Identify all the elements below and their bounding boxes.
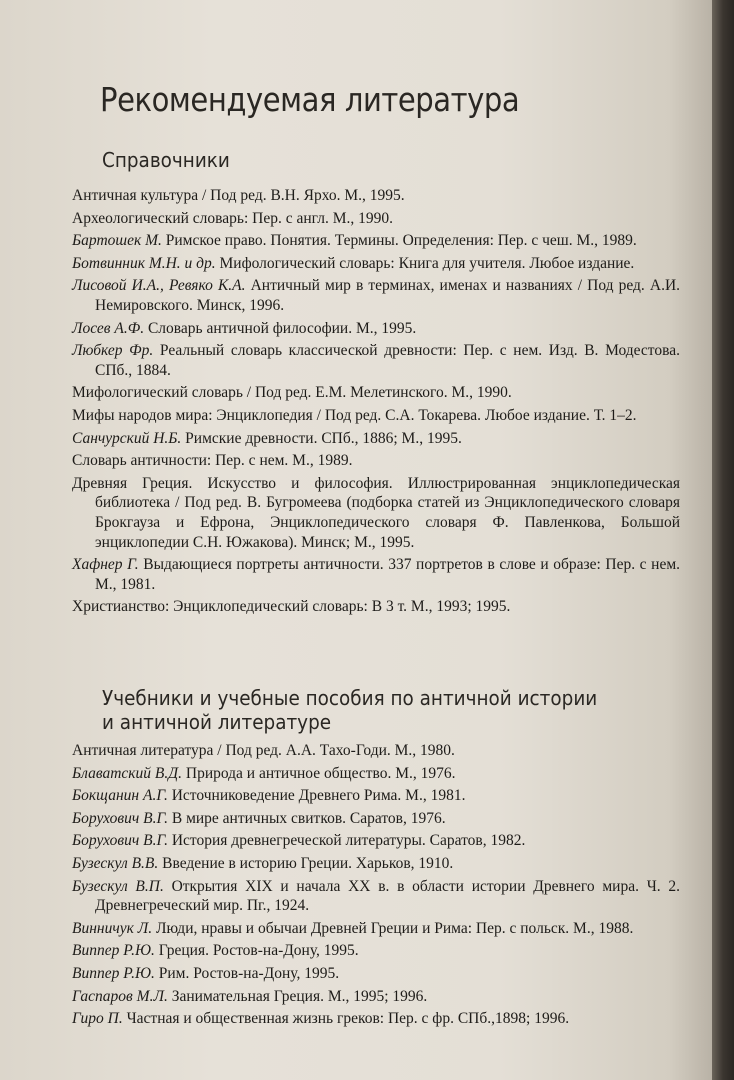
- bibliography-entry: [72, 406, 680, 426]
- entry-text: Античный мир в терминах, именах и названиях / Под ред. А.И. Немировского. Минск, 1996.: [95, 277, 681, 314]
- bibliography-entry: [72, 383, 680, 403]
- bibliography-entry: [72, 764, 680, 784]
- section-heading-reference: Справочники: [102, 148, 230, 172]
- entry-author: Борухович В.Г.: [72, 809, 168, 827]
- entry-author: Хафнер Г.: [72, 556, 139, 574]
- bibliography-entry: [72, 987, 680, 1007]
- bibliography-entry: [72, 919, 680, 939]
- bibliography-entry: [72, 319, 680, 339]
- reference-list: [72, 186, 680, 620]
- entry-author: Блаватский В.Д.: [72, 764, 182, 782]
- entry-author: Лисовой И.А., Ревяко К.А.: [72, 277, 246, 295]
- entry-text: Словарь античной философии. М., 1995.: [147, 319, 417, 337]
- bibliography-entry: [72, 451, 680, 471]
- entry-text: Частная и общественная жизнь греков: Пер. с фр. СПб.,1898; 1996.: [126, 1010, 570, 1028]
- bibliography-entry: [72, 254, 680, 274]
- page-title: Рекомендуемая литература: [100, 80, 520, 119]
- entry-text: Античная культура / Под ред. В.Н. Ярхо. М., 1995.: [72, 187, 405, 204]
- entry-text: Люди, нравы и обычаи Древней Греции и Рима: Пер. с польск. М., 1988.: [156, 919, 634, 937]
- entry-text: Открытия XIX и начала XX в. в области истории Древнего мира. Ч. 2. Древнегреческий мир. Пг., 1924.: [95, 877, 680, 915]
- section-heading-line: Учебники и учебные пособия по античной истории: [102, 686, 598, 710]
- bibliography-entry: [72, 786, 680, 806]
- bibliography-entry: [72, 276, 680, 315]
- entry-text: Занимательная Греция. М., 1995; 1996.: [171, 987, 428, 1005]
- entry-text: Мифы народов мира: Энциклопедия / Под ред. С.А. Токарева. Любое издание. Т. 1–2.: [72, 406, 637, 424]
- entry-text: Древняя Греция. Искусство и философия. Иллюстрированная энциклопедическая библиотека / Под ред. В. Бугромеева (подборка статей из Энциклопедического словаря Брокгауза и Ефрона, Энциклопедического словаря Ф. Павленкова, Большой энциклопедии С.Н. Южакова). Минск; М., 1995.: [72, 474, 680, 551]
- entry-text: Словарь античности: Пер. с нем. М., 1989.: [72, 452, 353, 470]
- entry-text: В мире античных свитков. Саратов, 1976.: [171, 809, 446, 827]
- entry-text: Мифологический словарь / Под ред. Е.М. Мелетинского. М., 1990.: [72, 384, 512, 402]
- entry-author: Виппер Р.Ю.: [72, 942, 155, 960]
- entry-text: Выдающиеся портреты античности. 337 портретов в слове и образе: Пер. с нем. М., 1981.: [95, 556, 681, 593]
- bibliography-entry: [72, 941, 680, 961]
- bibliography-entry: [72, 209, 680, 229]
- bibliography-entry: [72, 854, 680, 874]
- entry-author: Винничук Л.: [72, 919, 153, 937]
- entry-author: Бокщанин А.Г.: [72, 787, 168, 805]
- entry-author: Любкер Фр.: [72, 342, 154, 360]
- bibliography-entry: [72, 809, 680, 829]
- bibliography-entry: [72, 186, 680, 206]
- entry-text: Источниковедение Древнего Рима. М., 1981.: [171, 787, 466, 805]
- entry-text: Природа и античное общество. М., 1976.: [185, 764, 456, 782]
- bibliography-entry: [72, 474, 680, 552]
- bibliography-entry: [72, 429, 680, 449]
- entry-author: Бузескул В.В.: [72, 854, 159, 872]
- section-heading-line: и античной литературе: [102, 710, 332, 734]
- entry-author: Лосев А.Ф.: [72, 319, 145, 337]
- entry-text: Античная литература / Под ред. А.А. Тахо-Годи. М., 1980.: [72, 742, 455, 759]
- entry-author: Гаспаров М.Л.: [72, 987, 168, 1005]
- entry-author: Виппер Р.Ю.: [72, 964, 155, 982]
- entry-text: Римские древности. СПб., 1886; М., 1995.: [185, 429, 462, 447]
- bibliography-entry: [72, 1009, 680, 1029]
- bibliography-entry: [72, 831, 680, 851]
- entry-text: Введение в историю Греции. Харьков, 1910.: [162, 854, 454, 872]
- entry-text: Археологический словарь: Пер. с англ. М., 1990.: [72, 209, 394, 227]
- entry-text: Греция. Ростов-на-Дону, 1995.: [158, 942, 359, 960]
- entry-text: Рим. Ростов-на-Дону, 1995.: [158, 964, 340, 982]
- entry-text: Мифологический словарь: Книга для учителя. Любое издание.: [219, 254, 635, 272]
- entry-author: Ботвинник М.Н. и др.: [72, 254, 216, 272]
- entry-author: Гиро П.: [72, 1010, 123, 1028]
- section-heading-textbooks: [102, 686, 597, 734]
- bibliography-entry: [72, 964, 680, 984]
- textbook-list: [72, 741, 680, 1032]
- entry-text: Римское право. Понятия. Термины. Определения: Пер. с чеш. М., 1989.: [165, 232, 637, 250]
- entry-author: Бартошек М.: [72, 232, 162, 250]
- entry-text: Христианство: Энциклопедический словарь: В 3 т. М., 1993; 1995.: [72, 598, 511, 616]
- entry-author: Борухович В.Г.: [72, 832, 168, 850]
- entry-text: Реальный словарь классической древности: Пер. с нем. Изд. В. Модестова. СПб., 1884.: [95, 342, 680, 379]
- bibliography-entry: [72, 597, 680, 617]
- bibliography-entry: [72, 741, 680, 761]
- bibliography-entry: [72, 555, 680, 594]
- entry-author: Санчурский Н.Б.: [72, 429, 182, 447]
- bibliography-entry: [72, 231, 680, 251]
- book-spine-shadow: [712, 0, 734, 1080]
- entry-text: История древнегреческой литературы. Саратов, 1982.: [171, 832, 526, 850]
- bibliography-entry: [72, 877, 680, 916]
- bibliography-entry: [72, 341, 680, 380]
- entry-author: Бузескул В.П.: [72, 877, 164, 895]
